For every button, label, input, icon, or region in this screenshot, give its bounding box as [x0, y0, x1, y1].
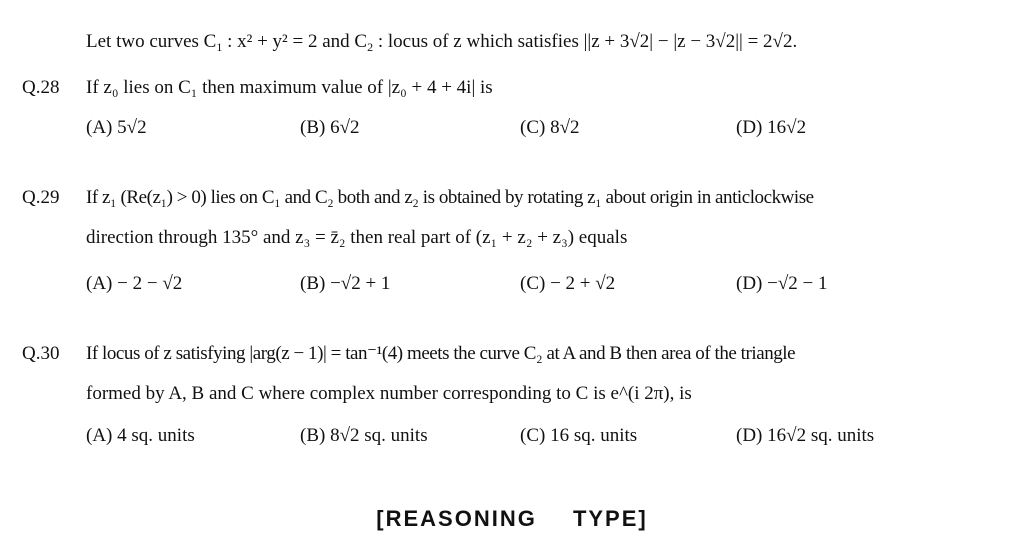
option-value: 8√2 [550, 117, 580, 138]
option-30-a[interactable] [86, 424, 195, 448]
option-label: (A) [86, 273, 113, 294]
question-text-29-line1: If z₁ (Re(z₁) > 0) lies on C₁ and C₂ both and z₂ is obtained by rotating z₁ about origin in anticlockwise [86, 187, 814, 208]
passage-intro: Let two curves [86, 31, 199, 52]
option-value: 8√2 sq. units [330, 425, 428, 446]
option-label: (C) [520, 425, 546, 446]
option-30-d[interactable] [736, 424, 874, 448]
option-29-d[interactable] [736, 272, 828, 296]
c1-equation: : x² + y² = 2 [227, 31, 318, 52]
option-30-c[interactable] [520, 424, 637, 448]
option-28-d[interactable] [736, 116, 806, 140]
option-label: (A) [86, 425, 113, 446]
option-value: − 2 − √2 [117, 273, 183, 294]
option-29-c[interactable] [520, 272, 615, 296]
passage-line [86, 30, 797, 59]
option-label: (D) [736, 425, 763, 446]
c2-sub: 2 [367, 40, 374, 54]
option-value: 16√2 [767, 117, 807, 138]
option-value: −√2 + 1 [330, 273, 391, 294]
option-28-b[interactable] [300, 116, 360, 140]
question-number-29: Q.29 [22, 187, 60, 208]
option-29-a[interactable] [86, 272, 182, 296]
c1-sub: 1 [216, 40, 223, 54]
option-label: (C) [520, 117, 546, 138]
option-28-a[interactable] [86, 116, 147, 140]
cropped-previous-line [260, 0, 820, 4]
passage-and: and [322, 31, 350, 52]
option-value: − 2 + √2 [550, 273, 616, 294]
option-label: (D) [736, 117, 763, 138]
option-value: 6√2 [330, 117, 360, 138]
option-value: 16 sq. units [550, 425, 638, 446]
option-label: (D) [736, 273, 763, 294]
option-label: (B) [300, 117, 326, 138]
option-value: −√2 − 1 [767, 273, 828, 294]
option-value: 5√2 [117, 117, 147, 138]
question-number-30: Q.30 [22, 343, 60, 364]
question-text-30-line1: If locus of z satisfying |arg(z − 1)| = tan⁻¹(4) meets the curve C₂ at A and B then area of the triangle [86, 343, 796, 364]
option-29-b[interactable] [300, 272, 390, 296]
option-value: 4 sq. units [117, 425, 195, 446]
question-number-28: Q.28 [22, 77, 60, 98]
option-value: 16√2 sq. units [767, 425, 875, 446]
c2-description: : locus of z which satisfies [377, 31, 579, 52]
question-text-28: If z₀ lies on C₁ then maximum value of |z₀ + 4 + 4i| is [86, 77, 493, 98]
question-text-29-line2: direction through 135° and z₃ = z̄₂ then real part of (z₁ + z₂ + z₃) equals [86, 227, 628, 248]
section-heading-reasoning-type: [REASONING TYPE] [376, 506, 648, 531]
question-text-30-line2: formed by A, B and C where complex number corresponding to C is e^(i 2π), is [86, 383, 692, 404]
option-30-b[interactable] [300, 424, 428, 448]
option-label: (B) [300, 425, 326, 446]
c2-label: C [354, 31, 368, 52]
option-label: (C) [520, 273, 546, 294]
c2-condition: ||z + 3√2| − |z − 3√2|| = 2√2. [583, 31, 798, 52]
c1-label: C [203, 31, 217, 52]
option-label: (A) [86, 117, 113, 138]
option-label: (B) [300, 273, 326, 294]
option-28-c[interactable] [520, 116, 580, 140]
